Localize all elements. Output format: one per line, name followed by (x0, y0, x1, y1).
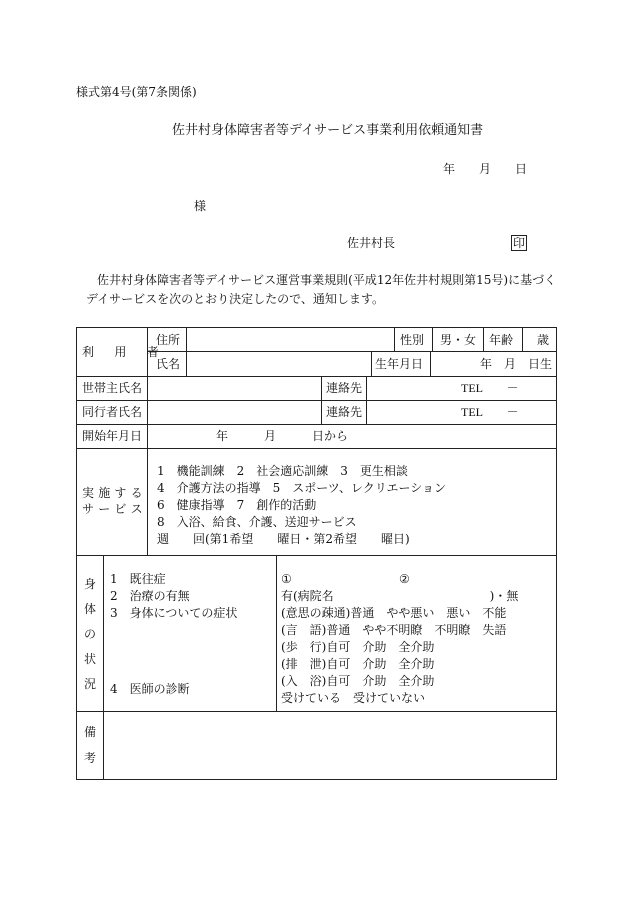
service-item: 4 介護方法の指導 5 スポーツ、レクリエーション (157, 481, 446, 495)
service-item: 週 回(第1希望 曜日・第2希望 曜日) (157, 532, 410, 546)
condition-label-char: 状 (84, 652, 97, 666)
row-divider (76, 424, 557, 425)
row-divider (76, 376, 557, 377)
service-item: 1 機能訓練 2 社会適応訓練 3 更生相談 (157, 464, 408, 478)
service-item: 6 健康指導 7 創作的活動 (157, 498, 317, 512)
diagnosis-options: 受けている 受けていない (281, 691, 426, 705)
date-line: 年 月 日 (443, 162, 528, 176)
hospital-line: 有(病院名 )・無 (281, 589, 519, 603)
contact-label: 連絡先 (326, 405, 363, 419)
row-divider (76, 448, 557, 449)
circle-number-1: ① (281, 572, 292, 586)
col-divider (276, 555, 277, 711)
start-date-value: 年 月 日から (216, 429, 349, 443)
contact-label: 連絡先 (326, 381, 363, 395)
body-text-line-1: 佐井村身体障害者等デイサービス運営事業規則(平成12年佐井村規則第15号)に基づく (97, 273, 557, 287)
col-divider (366, 376, 367, 424)
gender-label: 性別 (400, 333, 425, 347)
household-head-label: 世帯主氏名 (82, 381, 143, 395)
condition-label-char: の (84, 627, 97, 641)
document-title: 佐井村身体障害者等デイサービス事業利用依頼通知書 (172, 123, 484, 138)
start-date-label: 開始年月日 (82, 429, 143, 443)
address-label: 住所 (156, 333, 181, 347)
col-divider (394, 327, 395, 351)
ability-line: (意思の疎通)普通 やや悪い 悪い 不能 (281, 606, 507, 620)
condition-item: 4 医師の診断 (110, 682, 190, 696)
age-label: 年齢 (489, 333, 514, 347)
col-divider (432, 327, 433, 351)
ability-line: (入 浴)自可 介助 全介助 (281, 674, 435, 688)
col-divider (186, 327, 187, 376)
condition-item: 3 身体についての症状 (110, 606, 238, 620)
col-divider (522, 327, 523, 351)
row-divider (76, 555, 557, 556)
age-unit: 歳 (537, 333, 550, 347)
remarks-label-char: 考 (84, 751, 97, 765)
ability-line: (歩 行)自可 介助 全介助 (281, 640, 435, 654)
name-label: 氏名 (156, 357, 181, 371)
service-item: 8 入浴、給食、介護、送迎サービス (157, 515, 357, 529)
birth-label: 生年月日 (375, 357, 424, 371)
gender-options: 男・女 (440, 333, 477, 347)
condition-label-char: 況 (84, 677, 97, 691)
addressee-suffix: 様 (194, 199, 207, 213)
birth-placeholder: 年 月 日生 (480, 357, 553, 371)
body-text-line-2: デイサービスを次のとおり決定したので、通知します。 (86, 292, 384, 306)
col-divider (430, 351, 431, 376)
circle-number-2: ② (399, 572, 410, 586)
col-divider (147, 376, 148, 448)
condition-label-char: 身 (84, 577, 97, 591)
companion-label: 同行者氏名 (82, 405, 143, 419)
ability-line: (排 泄)自可 介助 全介助 (281, 657, 435, 671)
row-divider (76, 711, 557, 712)
ability-line: (言 語)普通 やや不明瞭 不明瞭 失語 (281, 623, 507, 637)
condition-label-char: 体 (84, 602, 97, 616)
col-divider (103, 555, 104, 779)
col-divider (147, 448, 148, 555)
service-label-line-2: サービス (82, 502, 147, 516)
col-divider (371, 351, 372, 376)
condition-item: 1 既往症 (110, 572, 166, 586)
remarks-label-char: 備 (84, 725, 97, 739)
tel-value: TEL － (461, 381, 519, 395)
issuer-name: 佐井村長 (347, 236, 396, 250)
service-label-line-1: 実施する (82, 486, 147, 500)
col-divider (321, 376, 322, 424)
seal-mark: 印 (513, 236, 526, 250)
row-divider (76, 400, 557, 401)
col-divider (483, 327, 484, 351)
condition-item: 2 治療の有無 (110, 589, 190, 603)
row-divider (147, 351, 557, 352)
form-number: 様式第4号(第7条関係) (76, 85, 197, 99)
user-label: 利 用 者 (82, 345, 164, 359)
tel-value: TEL － (461, 405, 519, 419)
